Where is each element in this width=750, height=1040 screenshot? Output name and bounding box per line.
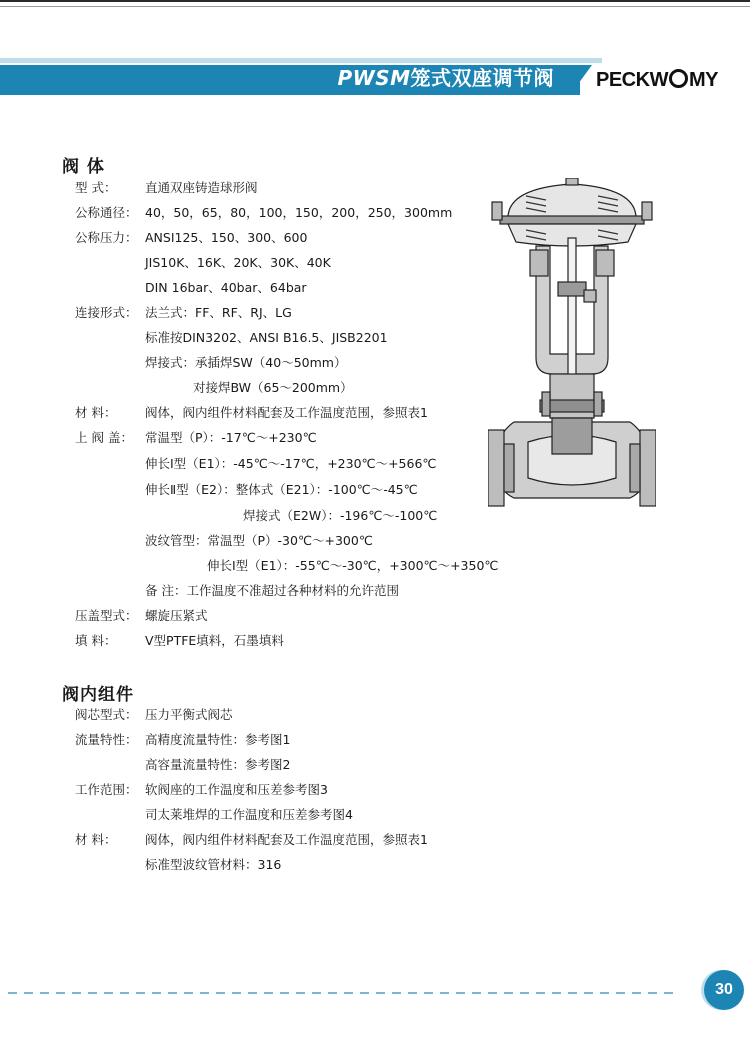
- banner-tip: [570, 65, 592, 95]
- title-name: 笼式双座调节阀: [410, 66, 554, 90]
- spec-value: 焊接式：承插焊SW（40～50mm）: [145, 355, 347, 370]
- spec-label: 阀芯型式：: [75, 707, 138, 722]
- spec-label: 连接形式：: [75, 305, 138, 320]
- spec-label: 公称通径：: [75, 205, 138, 220]
- spec-label: 型 式：: [75, 180, 117, 195]
- spec-value: 波纹管型：常温型（P）-30℃～+300℃: [145, 533, 373, 548]
- spec-line: [75, 608, 208, 624]
- spec-value: DIN 16bar、40bar、64bar: [145, 280, 307, 295]
- spec-value: JIS10K、16K、20K、30K、40K: [145, 255, 331, 270]
- top-rule: [0, 0, 750, 2]
- page-title: [337, 63, 554, 93]
- spec-line: [145, 255, 331, 271]
- spec-value: ANSI125、150、300、600: [145, 230, 308, 245]
- spec-line: [145, 857, 281, 873]
- spec-line: [145, 807, 353, 823]
- spec-line: [207, 558, 498, 574]
- top-rule-thin: [0, 6, 750, 7]
- footer-dashed-rule: [8, 992, 676, 994]
- spec-line: [145, 482, 418, 498]
- spec-value: 常温型（P）：-17℃～+230℃: [145, 430, 317, 445]
- spec-line: [145, 456, 436, 472]
- spec-label: 压盖型式：: [75, 608, 138, 623]
- spec-value: 40，50，65，80，100，150，200，250，300mm: [145, 205, 453, 220]
- valve-illustration: [488, 178, 656, 510]
- spec-label: 材 料：: [75, 405, 117, 420]
- spec-line: [75, 832, 428, 848]
- spec-line: [75, 782, 328, 798]
- spec-value: 伸长Ⅱ型（E2）：整体式（E21）：-100℃～-45℃: [145, 482, 418, 497]
- spec-line: [243, 508, 437, 524]
- brand-logo: [596, 66, 718, 94]
- spec-line: [145, 533, 373, 549]
- spec-value: 阀体，阀内组件材料配套及工作温度范围，参照表1: [145, 405, 428, 420]
- spec-label: 公称压力：: [75, 230, 138, 245]
- spec-line: [75, 305, 292, 321]
- spec-value: 软阀座的工作温度和压差参考图3: [145, 782, 328, 797]
- spec-value: 直通双座铸造球形阀: [145, 180, 258, 195]
- spec-value: 法兰式：FF、RF、RJ、LG: [145, 305, 292, 320]
- spec-line: [145, 583, 399, 599]
- spec-line: [145, 280, 307, 296]
- section-heading-valve-body: 阀 体: [62, 157, 105, 177]
- spec-line: [75, 180, 258, 196]
- spec-value: 压力平衡式阀芯: [145, 707, 233, 722]
- spec-line: [75, 405, 428, 421]
- spec-label: 流量特性：: [75, 732, 138, 747]
- spec-value: 对接焊BW（65～200mm）: [193, 380, 353, 395]
- spec-line: [75, 633, 284, 649]
- spec-value: 高容量流量特性：参考图2: [145, 757, 291, 772]
- spec-label: 工作范围：: [75, 782, 138, 797]
- spec-value: 标准按DIN3202、ANSI B16.5、JISB2201: [145, 330, 388, 345]
- spec-label: 上 阀 盖：: [75, 430, 133, 445]
- spec-value: V型PTFE填料，石墨填料: [145, 633, 284, 648]
- spec-value: 焊接式（E2W）：-196℃～-100℃: [243, 508, 438, 523]
- brand-ring-icon: [669, 69, 688, 88]
- spec-line: [75, 230, 307, 246]
- spec-value: 阀体，阀内组件材料配套及工作温度范围，参照表1: [145, 832, 428, 847]
- spec-value: 伸长Ⅰ型（E1）：-55℃～-30℃，+300℃～+350℃: [207, 558, 499, 573]
- spec-line: [75, 732, 290, 748]
- spec-line: [193, 380, 353, 396]
- spec-line: [75, 205, 452, 221]
- spec-line: [145, 330, 388, 346]
- spec-label: 材 料：: [75, 832, 117, 847]
- spec-line: [145, 757, 290, 773]
- spec-value: 螺旋压紧式: [145, 608, 208, 623]
- spec-label: 填 料：: [75, 633, 117, 648]
- spec-line: [75, 430, 317, 446]
- spec-line: [75, 707, 233, 723]
- section-heading-trim: 阀内组件: [62, 685, 134, 705]
- spec-value: 标准型波纹管材料：316: [145, 857, 282, 872]
- spec-value: 司太莱堆焊的工作温度和压差参考图4: [145, 807, 353, 822]
- spec-line: [145, 355, 346, 371]
- title-model: PWSM: [337, 66, 411, 90]
- brand-text-start: PECKW: [596, 69, 668, 91]
- spec-value: 伸长Ⅰ型（E1）：-45℃～-17℃，+230℃～+566℃: [145, 456, 437, 471]
- spec-value: 高精度流量特性：参考图1: [145, 732, 291, 747]
- brand-text-end: MY: [688, 69, 718, 91]
- page-number-badge: 30: [704, 970, 744, 1010]
- spec-value: 备 注：工作温度不准超过各种材料的允许范围: [145, 583, 399, 598]
